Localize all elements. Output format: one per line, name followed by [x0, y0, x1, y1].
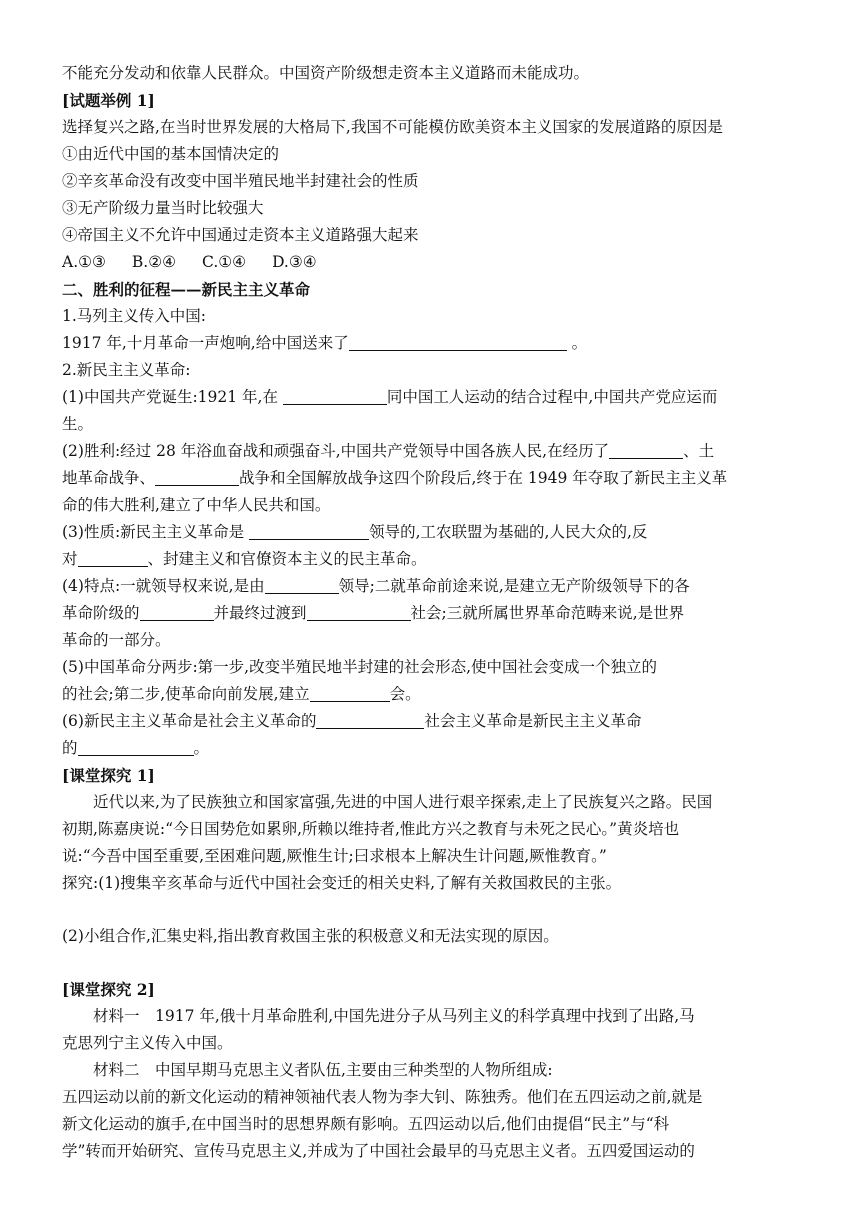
item6-text-d: 。: [193, 739, 210, 757]
item2-text-b: 、土: [683, 442, 715, 460]
item4-text-c: 革命阶级的: [62, 604, 140, 622]
blank-9[interactable]: [307, 603, 411, 621]
item5-line2: [62, 681, 802, 708]
blank-11[interactable]: [316, 711, 424, 729]
answer-space-2: [62, 950, 802, 976]
item2-line1: [62, 438, 802, 465]
item3-text-b: 领导的,工农联盟为基础的,人民大众的,反: [369, 523, 648, 541]
example1-heading: [试题举例 1]: [62, 91, 155, 110]
item1-text-a: (1)中国共产党诞生:1921 年,在: [62, 388, 278, 406]
blank-2[interactable]: [283, 387, 387, 405]
explore1-heading: [课堂探究 1]: [62, 766, 155, 785]
item4-text-b: 领导;二就革命前途来说,是建立无产阶级领导下的各: [338, 577, 690, 595]
item3-line2: [62, 546, 802, 573]
item3-text-c: 对: [62, 550, 78, 568]
item5-line1: (5)中国革命分两步:第一步,改变半殖民地半封建的社会形态,使中国社会变成一个独立的: [62, 658, 658, 676]
blank-12[interactable]: [78, 738, 194, 756]
item6-text-c: 的: [62, 739, 78, 757]
item3-text-d: 、封建主义和官僚资本主义的民主革命。: [147, 550, 427, 568]
section2-heading: 二、胜利的征程——新民主主义革命: [62, 280, 311, 299]
option-d[interactable]: D.③④: [272, 253, 317, 271]
explore1-para-line3: 说:“今吾中国至重要,至困难问题,厥惟生计;曰求根本上解决生计问题,厥惟教育。”: [62, 847, 607, 865]
explore1-question1: 探究:(1)搜集辛亥革命与近代中国社会变迁的相关史料,了解有关救国救民的主张。: [62, 874, 622, 892]
section2-p1-title: 1.马列主义传入中国:: [62, 307, 207, 325]
item2-text-c: 地革命战争、: [62, 469, 156, 487]
item1-text-b: 同中国工人运动的结合过程中,中国共产党应运而: [386, 388, 718, 406]
item2-text-d: 战争和全国解放战争这四个阶段后,终于在 1949 年夺取了新民主主义革: [239, 469, 728, 487]
item4-line2: [62, 600, 802, 627]
example1-options: [62, 249, 802, 276]
blank-5[interactable]: [249, 522, 369, 540]
explore2-heading: [课堂探究 2]: [62, 980, 155, 999]
example1-item-2: ②辛亥革命没有改变中国半殖民地半封建社会的性质: [62, 172, 419, 190]
explore2-para-line2: 新文化运动的旗手,在中国当时的思想界颇有影响。五四运动以后,他们由提倡“民主”与“科: [62, 1115, 670, 1133]
blank-1[interactable]: [349, 333, 567, 351]
item6-text-a: (6)新民主主义革命是社会主义革命的: [62, 712, 317, 730]
document-page: [62, 60, 802, 1165]
item1-line1: [62, 384, 802, 411]
item4-line3: 革命的一部分。: [62, 631, 171, 649]
item5-text-b: 的社会;第二步,使革命向前发展,建立: [62, 685, 310, 703]
blank-6[interactable]: [78, 549, 148, 567]
item5-text-c: 会。: [389, 685, 421, 703]
item3-line1: [62, 519, 802, 546]
blank-4[interactable]: [155, 468, 239, 486]
explore2-para-line1: 五四运动以前的新文化运动的精神领袖代表人物为李大钊、陈独秀。他们在五四运动之前,就是: [62, 1088, 703, 1106]
explore2-material2: 材料二 中国早期马克思主义者队伍,主要由三种类型的人物所组成:: [93, 1061, 553, 1079]
item2-line3: 命的伟大胜利,建立了中华人民共和国。: [62, 496, 331, 514]
explore2-material1-line2: 克思列宁主义传入中国。: [62, 1034, 233, 1052]
p1-text: 1917 年,十月革命一声炮响,给中国送来了: [62, 334, 349, 352]
item2-text-a: (2)胜利:经过 28 年浴血奋战和顽强奋斗,中国共产党领导中国各族人民,在经历了: [62, 442, 610, 460]
example1-item-4: ④帝国主义不允许中国通过走资本主义道路强大起来: [62, 226, 419, 244]
item6-text-b: 社会主义革命是新民主主义革命: [424, 712, 642, 730]
explore2-para-line3: 学”转而开始研究、宣传马克思主义,并成为了中国社会最早的马克思主义者。五四爱国运动的: [62, 1142, 695, 1160]
item4-text-d: 并最终过渡到: [213, 604, 307, 622]
item4-text-e: 社会;三就所属世界革命范畴来说,是世界: [410, 604, 685, 622]
blank-3[interactable]: [609, 441, 683, 459]
item4-line1: [62, 573, 802, 600]
option-c[interactable]: C.①④: [202, 253, 247, 271]
blank-8[interactable]: [140, 603, 214, 621]
answer-space-1: [62, 897, 802, 923]
explore1-para-line2: 初期,陈嘉庚说:“今日国势危如累卵,所赖以维持者,惟此方兴之教育与未死之民心。”黄炎培也: [62, 820, 680, 838]
intro-line: 不能充分发动和依靠人民群众。中国资产阶级想走资本主义道路而未能成功。: [62, 64, 590, 82]
item6-line1: [62, 708, 802, 735]
item3-text-a: (3)性质:新民主主义革命是: [62, 523, 245, 541]
example1-item-1: ①由近代中国的基本国情决定的: [62, 145, 280, 163]
item1-line2: 生。: [62, 415, 94, 433]
option-b[interactable]: B.②④: [131, 253, 177, 271]
blank-10[interactable]: [310, 684, 390, 702]
explore1-para-line1: 近代以来,为了民族独立和国家富强,先进的中国人进行艰辛探索,走上了民族复兴之路。民国: [93, 793, 713, 811]
example1-question: 选择复兴之路,在当时世界发展的大格局下,我国不可能模仿欧美资本主义国家的发展道路的原因是: [62, 118, 723, 136]
option-a[interactable]: A.①③: [62, 253, 106, 271]
item4-text-a: (4)特点:一就领导权来说,是由: [62, 577, 265, 595]
explore1-question2: (2)小组合作,汇集史料,指出教育救国主张的积极意义和无法实现的原因。: [62, 927, 559, 945]
section2-p2-title: 2.新民主主义革命:: [62, 361, 191, 379]
item2-line2: [62, 465, 802, 492]
p1-end: 。: [571, 334, 588, 352]
example1-item-3: ③无产阶级力量当时比较强大: [62, 199, 264, 217]
item6-line2: [62, 735, 802, 762]
explore2-material1-line1: 材料一 1917 年,俄十月革命胜利,中国先进分子从马列主义的科学真理中找到了出路,马: [93, 1007, 695, 1025]
blank-7[interactable]: [265, 576, 339, 594]
section2-p1-line: [62, 330, 802, 357]
